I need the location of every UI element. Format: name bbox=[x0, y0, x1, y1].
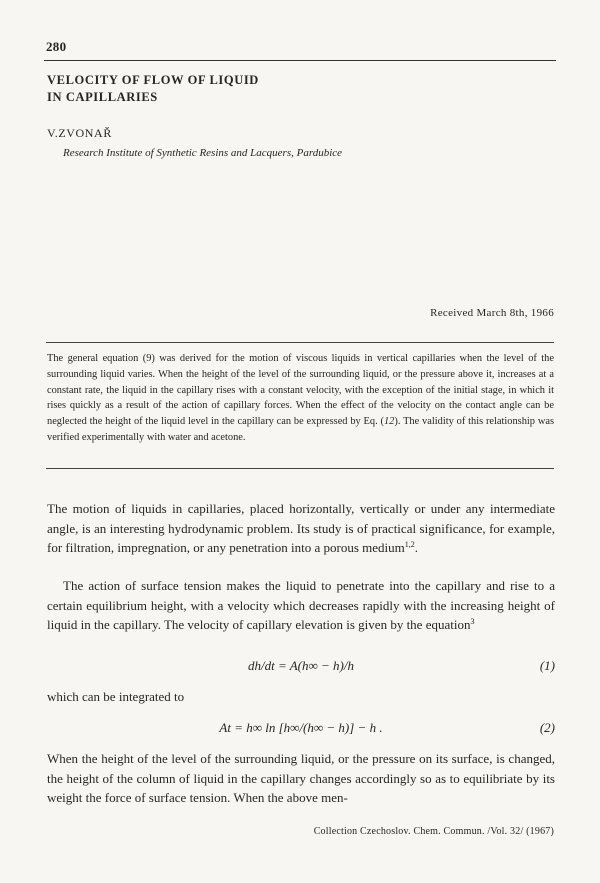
article-title bbox=[47, 72, 447, 106]
header-rule bbox=[44, 60, 556, 61]
citation-3: 3 bbox=[470, 617, 475, 627]
equation-2-body: At = h∞ ln [h∞/(h∞ − h)] − h . bbox=[219, 720, 383, 735]
equation-2-number: (2) bbox=[539, 720, 555, 735]
paragraph-4: When the height of the level of the surrounding liquid, or the pressure on its surface, is changed, the height of the column of liquid in the capillary changes accordingly so as to equilibriate by its weight the force of surface tension. When the above men- bbox=[47, 751, 555, 806]
page-number: 280 bbox=[46, 39, 67, 54]
abstract-bottom-rule bbox=[46, 468, 554, 469]
equation-1-body: dh/dt = A(h∞ − h)/h bbox=[247, 658, 354, 673]
paragraph-2-text: The action of surface tension makes the liquid to penetrate into the capillary and rise to a certain equilibrium height, with a velocity which decreases rapidly with the increasing height of liquid in the capillary. The velocity of capillary elevation is given by the equation bbox=[47, 578, 555, 633]
paragraph-2 bbox=[47, 576, 555, 635]
abstract-equation-ref: 12 bbox=[383, 416, 395, 428]
author-affiliation: Research Institute of Synthetic Resins and Lacquers, Pardubice bbox=[63, 147, 343, 159]
title-line-2: IN CAPILLARIES bbox=[47, 90, 158, 104]
abstract bbox=[47, 351, 554, 446]
paragraph-3: which can be integrated to bbox=[47, 689, 185, 704]
equation-1-number: (1) bbox=[539, 658, 555, 673]
abstract-top-rule bbox=[46, 342, 554, 343]
author-name: V.ZVONAŘ bbox=[47, 126, 112, 140]
abstract-part-1: The general equation (9) was derived for the motion of viscous liquids in vertical capillaries when the level of the surrounding liquid varies. When the height of the level of the surrounding liquid, or the pressure above it, increases at a constant rate, the liquid in the capillary rises with a constant velocity, with the exception of the initial stage, in which it rises quickly as a result of the action of capillary forces. When the effect of the velocity on the contact angle can be neglected the height of the liquid level in the capillary can be expressed by Eq. ( bbox=[47, 353, 554, 428]
citation-1-2: 1,2 bbox=[404, 540, 415, 550]
received-date: Received March 8th, 1966 bbox=[430, 307, 554, 319]
equation-1 bbox=[47, 658, 555, 678]
title-line-1: VELOCITY OF FLOW OF LIQUID bbox=[47, 73, 259, 87]
paragraph-1 bbox=[47, 499, 555, 558]
equation-2 bbox=[47, 720, 555, 740]
paragraph-1-text: The motion of liquids in capillaries, placed horizontally, vertically or under any intermediate angle, is an interesting hydrodynamic problem. Its study is of practical significance, for example, for filtration, impregnation, or any penetration into a porous medium bbox=[47, 501, 555, 556]
journal-footer: Collection Czechoslov. Chem. Commun. /Vol. 32/ (1967) bbox=[313, 826, 554, 837]
abstract-part-2: ). The validity of this relationship was verified experimentally with water and acetone. bbox=[47, 416, 554, 443]
paragraph-1-end: . bbox=[414, 540, 419, 556]
